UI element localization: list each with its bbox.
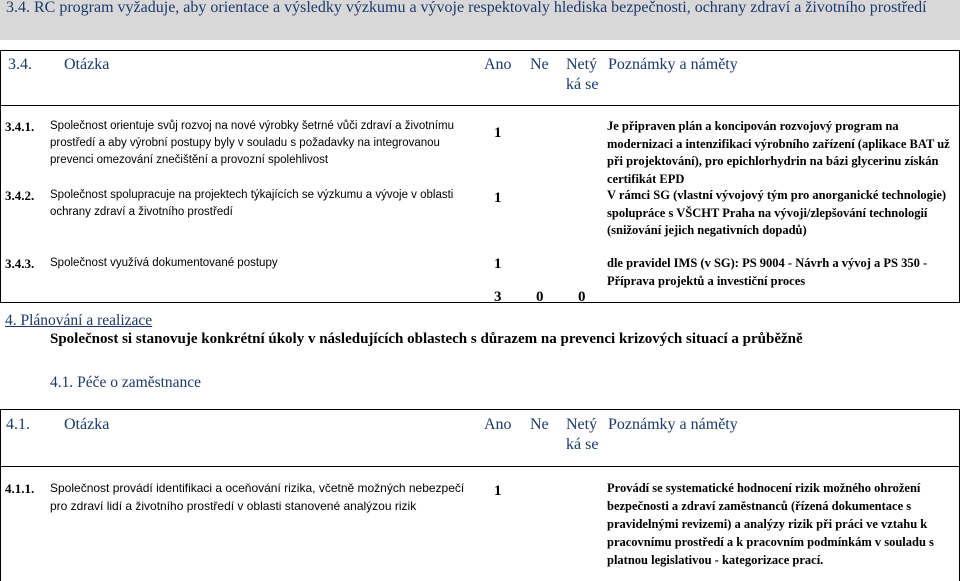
row-notes: dle pravidel IMS (v SG): PS 9004 - Návrh a vývoj a PS 350 - Příprava projektů a investiční proces — [607, 256, 928, 288]
col-question-header: Otázka — [64, 416, 110, 433]
subsection-heading: 4.1. Péče o zaměstnance — [50, 374, 202, 391]
row-yes-value: 1 — [494, 190, 502, 206]
row-number: 3.4.3. — [5, 256, 35, 271]
col-num-header: 4.1. — [6, 416, 30, 433]
row-question: Společnost orientuje svůj rozvoj na nové výrobky šetrné vůči zdraví a životnímu prostředí a aby výrobní postupy byly v souladu s požadavky na integrovanou prevenci omezování znečištění a provozní spolehlivost — [50, 120, 454, 166]
row-question: Společnost využívá dokumentované postupy — [50, 257, 278, 269]
row-notes: Provádí se systematické hodnocení rizik možného ohrožení bezpečnosti a zdraví zaměstnanců (řízená dokumentace s pravidelnými revizemi) a analýzy rizik při práci ve vztahu k pracovnímu prostředí a k pracovním podmínkám v souladu s platnou legislativou - kategorizace prací. — [607, 481, 934, 567]
row-question: Společnost provádí identifikaci a oceňování rizika, včetně možných nebezpečí pro zdraví lidí a životního prostředí v oblasti stanovené analýzou rizik — [50, 481, 465, 513]
col-notes-header: Poznámky a náměty — [608, 416, 738, 433]
col-na-header: Netý ká se — [566, 56, 599, 93]
row-notes: V rámci SG (vlastní vývojový tým pro anorganické technologie) spolupráce s VŠCHT Praha na vývoji/zlepšování technologií (snižování jejich negativních dopadů) — [607, 188, 947, 237]
table-border — [0, 50, 1, 302]
col-yes-header: Ano — [484, 56, 512, 73]
row-notes: Je připraven plán a koncipován rozvojový program na modernizaci a intenzifikaci výrobního zařízení (aplikace BAT už při projektování), pro epichlorhydrin na bázi glycerinu získán certifikát EPD — [607, 119, 950, 186]
table-border — [0, 302, 960, 303]
section4-intro: Společnost si stanovuje konkrétní úkoly v následujících oblastech s důrazem na prevenci krizových situací a průběžně — [50, 331, 803, 347]
col-num-header: 3.4. — [8, 56, 32, 73]
section-heading: 3.4. RC program vyžaduje, aby orientace a výsledky výzkumu a vývoje respektovaly hlediska bezpečnosti, ochrany zdraví a životního prostředí — [6, 0, 927, 16]
table-border — [0, 105, 960, 106]
row-number: 3.4.2. — [5, 188, 35, 203]
col-na-header: Netý ká se — [566, 416, 599, 453]
col-question-header: Otázka — [64, 56, 110, 73]
total-no: 0 — [536, 289, 544, 305]
section4-heading: 4. Plánování a realizace — [5, 312, 153, 329]
row-number: 3.4.1. — [5, 119, 35, 134]
table-border — [0, 466, 960, 467]
row-question: Společnost spolupracuje na projektech týkajících se výzkumu a vývoje v oblasti ochrany zdraví a životního prostředí — [50, 189, 454, 218]
table-border — [0, 409, 1, 581]
col-notes-header: Poznámky a náměty — [608, 56, 738, 73]
total-na: 0 — [578, 289, 586, 305]
row-number: 4.1.1. — [5, 481, 35, 496]
row-yes-value: 1 — [494, 125, 502, 141]
col-yes-header: Ano — [484, 416, 512, 433]
row-yes-value: 1 — [494, 256, 502, 272]
col-no-header: Ne — [530, 416, 549, 433]
table-border — [0, 50, 960, 51]
row-yes-value: 1 — [494, 483, 502, 499]
total-yes: 3 — [494, 289, 502, 305]
col-no-header: Ne — [530, 56, 549, 73]
table-border — [0, 409, 960, 410]
